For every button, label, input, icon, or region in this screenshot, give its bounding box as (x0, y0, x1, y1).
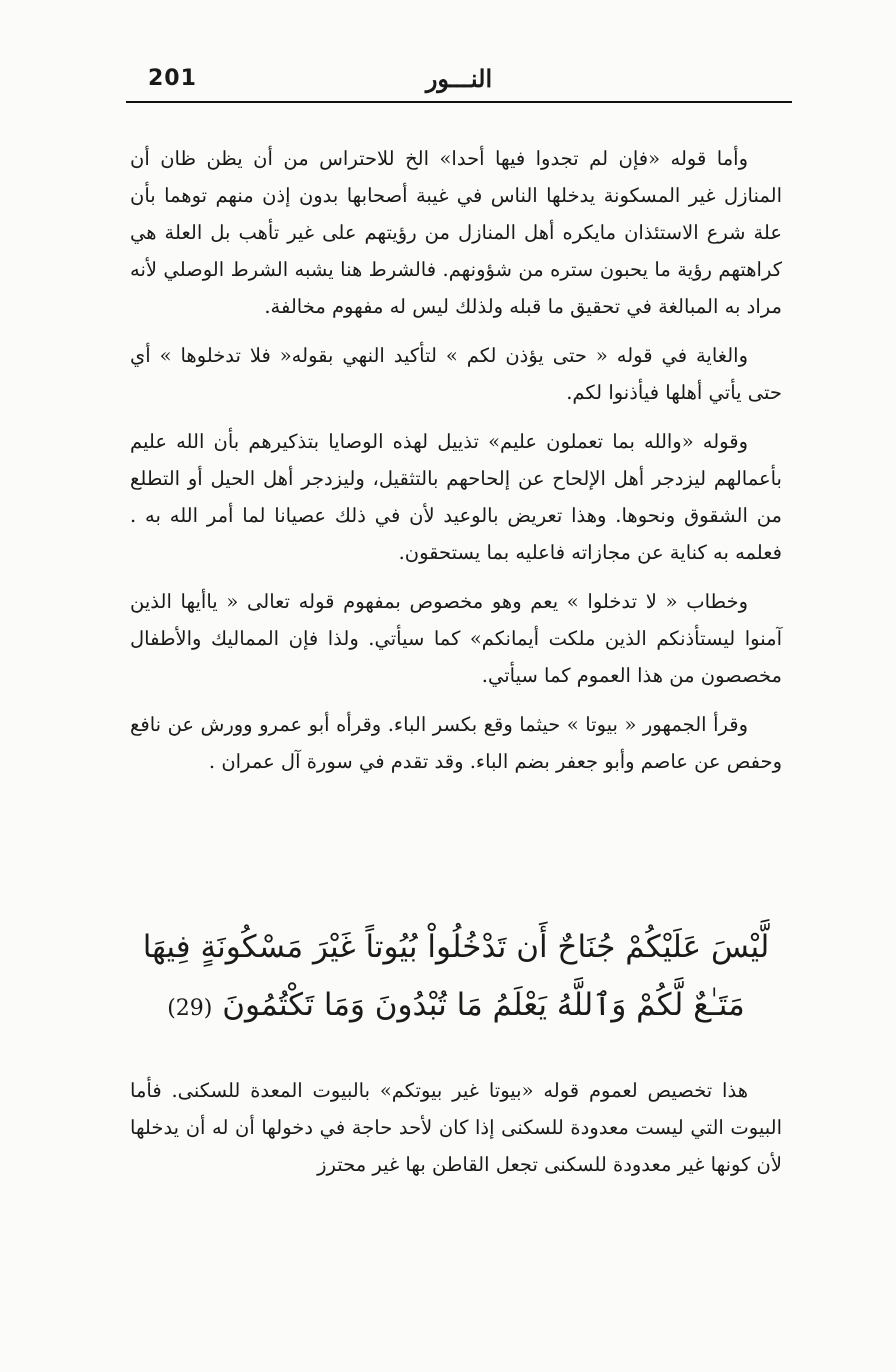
paragraph-2: والغاية في قوله « حتى يؤذن لكم » لتأكيد النهي بقوله« فلا تدخلوها » أي حتى يأتي أهلها فيأذنوا لكم. (130, 344, 782, 404)
paragraph-4: وخطاب « لا تدخلوا » يعم وهو مخصوص بمفهوم قوله تعالى « ياأيها الذين آمنوا ليستأذنكم الذين ملكت أيمانكم» كما سيأتي. ولذا فإن المماليك والأطفال مخصصون من هذا العموم كما سيأتي. (130, 590, 782, 687)
verse-text: لَّيْسَ عَلَيْكُمْ جُنَاحٌ أَن تَدْخُلُواْ بُيُوتاً غَيْرَ مَسْكُونَةٍ فِيهَا مَتَـٰعٌ لَّكُمْ وَٱللَّهُ يَعْلَمُ مَا تُبْدُونَ وَمَا تَكْتُمُونَ (142, 929, 770, 1023)
commentary-text-after-verse (130, 1072, 782, 1183)
running-title: النـــور (425, 64, 493, 93)
paragraph-1: وأما قوله «فإن لم تجدوا فيها أحدا» الخ للاحتراس من أن يظن ظان أن المنازل غير المسكونة يدخلها الناس في غيبة أصحابها بدون إذن منهم توهما بأن علة شرع الاستئذان مايكره أهل المنازل من رؤيتهم على غير تأهب بل العلة هي كراهتهم رؤية ما يحبون ستره من شؤونهم. فالشرط هنا يشبه الشرط الوصلي لأنه مراد به المبالغة في تحقيق ما قبله ولذلك ليس له مفهوم مخالفة. (130, 147, 782, 318)
paragraph-5: وقرأ الجمهور « بيوتا » حيثما وقع بكسر الباء. وقرأه أبو عمرو وورش عن نافع وحفص عن عاصم وأبو جعفر بضم الباء. وقد تقدم في سورة آل عمران . (130, 713, 782, 773)
page-number: 201 (148, 66, 197, 91)
quran-verse (126, 918, 786, 1038)
header-rule (126, 101, 792, 103)
paragraph-6: هذا تخصيص لعموم قوله «بيوتا غير بيوتكم» بالبيوت المعدة للسكنى. فأما البيوت التي ليست معدودة للسكنى إذا كان لأحد حاجة في دخولها أن له أن يدخلها لأن كونها غير معدودة للسكنى تجعل القاطن بها غير محترز (130, 1079, 782, 1176)
commentary-text (130, 140, 782, 780)
page-header (126, 62, 792, 102)
verse-number: (29) (167, 996, 213, 1021)
paragraph-3: وقوله «والله بما تعملون عليم» تذييل لهذه الوصايا بتذكيرهم بأن الله عليم بأعمالهم ليزدجر أهل الإلحاح عن إلحاحهم بالتثقيل، وليزدجر أهل الحيل أو التطلع من الشقوق ونحوها. وهذا تعريض بالوعيد لأن في ذلك عصيانا لما أمر الله به . فعلمه به كناية عن مجازاته فاعليه بما يستحقون. (130, 430, 782, 564)
